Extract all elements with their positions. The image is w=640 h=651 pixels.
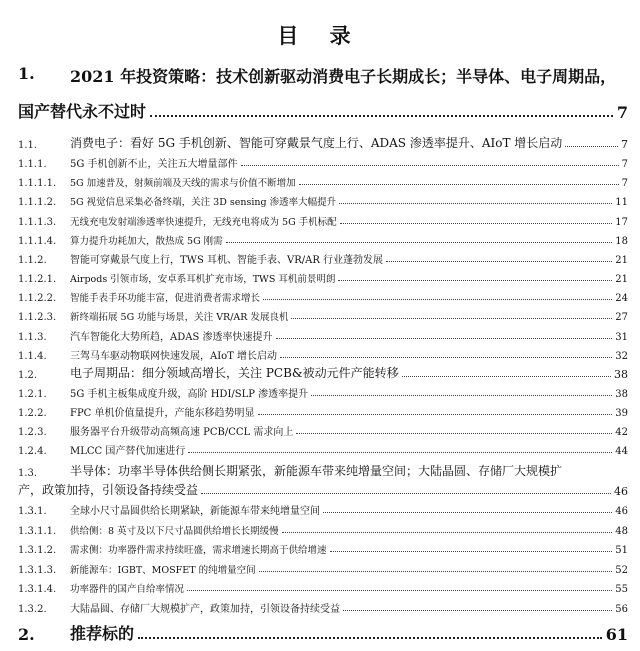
- toc-section-2[interactable]: [18, 622, 628, 644]
- toc-entry[interactable]: [18, 153, 628, 170]
- toc-entry-title: 功率器件的国产自给率情况: [70, 584, 185, 595]
- toc-entry[interactable]: [18, 211, 628, 228]
- leader-dots: [259, 571, 613, 572]
- toc-entry[interactable]: [18, 268, 628, 285]
- toc-entry-number: 1.1.1.: [18, 159, 47, 171]
- toc-entry[interactable]: [18, 287, 628, 304]
- toc-section-title-line2: 国产替代永不过时: [18, 102, 147, 121]
- toc-entry-title: 需求侧：功率器件需求持续旺盛，需求增速长期高于供给增速: [70, 545, 327, 556]
- leader-dots: [187, 590, 612, 591]
- toc-entry-title: 5G 视觉信息采集必备终端，关注 3D sensing 渗透率大幅提升: [70, 197, 337, 209]
- page-number: 17: [615, 216, 628, 228]
- toc-entry-title: FPC 单机价值量提升，产能东移趋势明显: [70, 408, 255, 420]
- page-number: 52: [615, 564, 628, 576]
- leader-dots: [565, 146, 618, 147]
- page-number: 38: [614, 367, 628, 381]
- page-number: 27: [615, 312, 628, 324]
- toc-section-number: 1.: [18, 64, 35, 83]
- toc-entry-number: 1.1.3.: [18, 331, 47, 343]
- leader-dots: [150, 115, 613, 117]
- leader-dots: [299, 184, 619, 185]
- toc-entry-title: 电子周期品：细分领域高增长，关注 PCB&被动元件产能转移: [70, 365, 399, 380]
- page-number: 21: [615, 274, 628, 286]
- toc-section-1[interactable]: [18, 64, 628, 86]
- leader-dots: [339, 203, 612, 204]
- toc-entry-number: 1.3.1.: [18, 506, 47, 517]
- toc-entry-title-line2: 产，政策加持，引领设备持续受益: [18, 483, 199, 497]
- toc-entry-title: 智能可穿戴景气度上行，TWS 耳机、智能手表、VR/AR 行业蓬勃发展: [70, 254, 384, 266]
- toc-section-title-line1: 2021 年投资策略：技术创新驱动消费电子长期成长；半导体、电子周期品，: [70, 67, 617, 86]
- toc-entry[interactable]: [18, 345, 628, 362]
- toc-entry-title: 新能源车：IGBT、MOSFET 的纯增量空间: [70, 564, 256, 576]
- toc-entry[interactable]: [18, 306, 628, 323]
- leader-dots: [386, 261, 612, 262]
- leader-dots: [263, 299, 612, 300]
- page-number: 32: [615, 350, 628, 362]
- leader-dots: [138, 637, 602, 639]
- toc-entry-title: 新终端拓展 5G 功能与场景，关注 VR/AR 发展良机: [70, 312, 289, 324]
- leader-dots: [323, 512, 612, 513]
- toc-entry-title: 三驾马车驱动物联网快速发展，AIoT 增长启动: [70, 350, 278, 362]
- page-number: 42: [615, 427, 628, 439]
- page-number: 61: [605, 625, 628, 644]
- toc-entry[interactable]: [18, 520, 628, 537]
- page-number: 18: [615, 235, 628, 247]
- toc-entry-title: 无线充电发射端渗透率快速提升，无线充电将成为 5G 手机标配: [70, 216, 337, 228]
- toc-entry-number: 1.1.1.3.: [18, 216, 57, 228]
- toc-entry[interactable]: [18, 249, 628, 266]
- leader-dots: [296, 433, 612, 434]
- page-number: 46: [615, 506, 628, 517]
- page-number: 7: [621, 178, 628, 190]
- toc-entry-number: 1.2.: [18, 369, 38, 381]
- leader-dots: [241, 165, 619, 166]
- toc-entry-number: 1.3.1.1.: [18, 525, 57, 537]
- toc-entry[interactable]: [18, 402, 628, 419]
- page-number: 7: [616, 103, 628, 122]
- toc-entry-title: 5G 手机主板集成度升级，高阶 HDI/SLP 渗透率提升: [70, 388, 309, 400]
- page-number: 38: [615, 388, 628, 400]
- page-number: 31: [615, 331, 628, 343]
- page-number: 24: [615, 293, 628, 305]
- toc-entry[interactable]: [18, 191, 628, 208]
- toc-entry[interactable]: [18, 440, 628, 457]
- leader-dots: [258, 414, 613, 415]
- toc-entry-number: 1.1.: [18, 140, 38, 151]
- toc-entry-number: 1.1.1.1.: [18, 178, 57, 190]
- toc-entry-number: 1.1.2.1.: [18, 274, 57, 286]
- toc-entry-title: 服务器平台升级带动高频高速 PCB/CCL 需求向上: [70, 427, 294, 439]
- leader-dots: [330, 551, 613, 552]
- toc-entry-title: 5G 加速普及，射频前端及天线的需求与价值不断增加: [70, 178, 296, 190]
- toc-section-title: 推荐标的: [70, 624, 135, 643]
- toc-entry-number: 1.1.1.4.: [18, 235, 57, 247]
- page-number: 55: [615, 584, 628, 595]
- leader-dots: [291, 318, 612, 319]
- leader-dots: [282, 532, 613, 533]
- toc-entry-title: 供给侧：8 英寸及以下尺寸晶圆供给增长长期缓慢: [70, 525, 279, 537]
- toc-entry-title: 5G 手机创新不止，关注五大增量部件: [70, 159, 238, 171]
- toc-entry-number: 1.2.3.: [18, 427, 47, 439]
- toc-entry-number: 1.2.1.: [18, 388, 47, 400]
- leader-dots: [340, 223, 613, 224]
- toc-entry[interactable]: [18, 500, 628, 517]
- leader-dots: [201, 493, 611, 494]
- toc-entry-title: MLCC 国产替代加速进行: [70, 446, 186, 458]
- toc-entry-number: 1.1.2.: [18, 254, 47, 266]
- leader-dots: [188, 452, 612, 453]
- leader-dots: [338, 280, 612, 281]
- page-number: 7: [621, 138, 628, 151]
- toc-entry-1-3-cont[interactable]: [18, 481, 628, 498]
- toc-entry[interactable]: [18, 383, 628, 400]
- toc-title: 目 录: [277, 23, 363, 48]
- toc-entry-number: 1.1.4.: [18, 350, 47, 362]
- toc-entry-title: 消费电子：看好 5G 手机创新、智能可穿戴景气度上行、ADAS 渗透率提升、AIoT 增长启动: [70, 136, 563, 150]
- toc-entry-number: 1.3.1.3.: [18, 564, 57, 576]
- page-number: 7: [621, 159, 628, 171]
- leader-dots: [226, 242, 613, 243]
- toc-section-1-cont[interactable]: [18, 100, 628, 122]
- page-number: 56: [615, 603, 628, 615]
- toc-entry[interactable]: [18, 539, 628, 556]
- toc-entry-number: 1.1.1.2.: [18, 197, 57, 209]
- toc-entry[interactable]: [18, 172, 628, 189]
- toc-entry-number: 1.3.1.4.: [18, 584, 57, 595]
- toc-entry[interactable]: [18, 421, 628, 438]
- toc-entry-1-3[interactable]: [18, 462, 628, 479]
- toc-entry-number: 1.1.2.3.: [18, 312, 57, 324]
- toc-entry-number: 1.3.2.: [18, 603, 47, 615]
- toc-entry-title: 汽车智能化大势所趋，ADAS 渗透率快速提升: [70, 331, 273, 343]
- leader-dots: [311, 395, 612, 396]
- toc-entry[interactable]: [18, 326, 628, 343]
- leader-dots: [343, 610, 612, 611]
- page-number: 11: [615, 197, 628, 209]
- page-number: 51: [615, 545, 628, 556]
- toc-entry[interactable]: [18, 598, 628, 615]
- toc-entry-title-line1: 半导体：功率半导体供给侧长期紧张，新能源车带来纯增量空间；大陆晶圆、存储厂大规模扩: [70, 464, 563, 478]
- toc-entry-title: 算力提升功耗加大，散热成 5G 刚需: [70, 235, 223, 247]
- toc-entry[interactable]: [18, 230, 628, 247]
- leader-dots: [402, 376, 611, 377]
- toc-entry[interactable]: [18, 559, 628, 576]
- toc-entry-number: 1.1.2.2.: [18, 293, 57, 305]
- toc-section-number: 2.: [18, 625, 35, 644]
- page-number: 44: [615, 446, 628, 458]
- toc-entry-number: 1.2.2.: [18, 408, 47, 420]
- page-number: 48: [615, 525, 628, 537]
- leader-dots: [276, 338, 613, 339]
- leader-dots: [280, 357, 612, 358]
- toc-entry[interactable]: [18, 134, 628, 151]
- toc-entry-title: 大陆晶圆、存储厂大规模扩产，政策加持，引领设备持续受益: [70, 603, 340, 615]
- toc-entry-title: 全球小尺寸晶圆供给长期紧缺，新能源车带来纯增量空间: [70, 506, 320, 517]
- toc-entry[interactable]: [18, 364, 628, 381]
- toc-entry-number: 1.2.4.: [18, 446, 47, 458]
- page-number: 21: [615, 254, 628, 266]
- toc-entry-title: 智能手表手环功能丰富，促进消费者需求增长: [70, 293, 261, 305]
- toc-entry-number: 1.3.1.2.: [18, 545, 57, 556]
- page-number: 39: [615, 408, 628, 420]
- toc-entry-title: Airpods 引领市场，安卓系耳机扩充市场，TWS 耳机前景明朗: [70, 274, 336, 286]
- toc-entry[interactable]: [18, 578, 628, 595]
- toc-entry-number: 1.3.: [18, 468, 38, 479]
- page-number: 46: [614, 485, 628, 498]
